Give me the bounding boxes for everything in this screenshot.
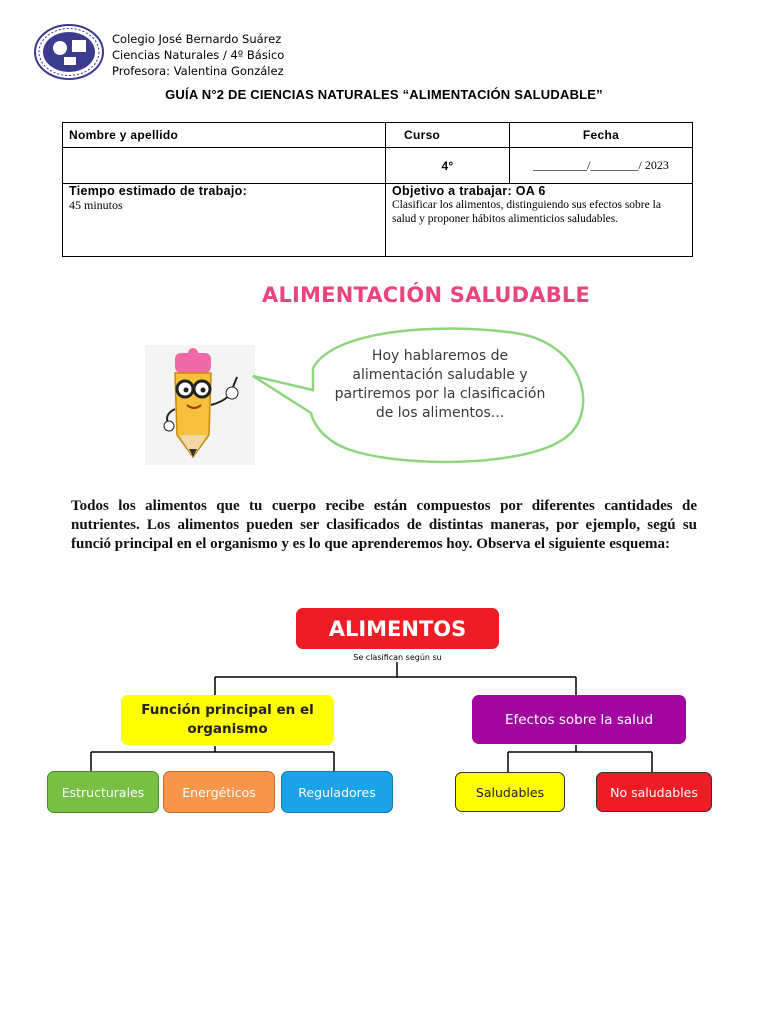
name-field[interactable]	[63, 148, 386, 184]
course-label: Curso	[386, 123, 510, 148]
name-label: Nombre y apellido	[63, 123, 386, 148]
root-node-alimentos: ALIMENTOS	[296, 608, 499, 649]
node-saludables: Saludables	[455, 772, 565, 812]
objective-label: Objetivo a trabajar: OA 6	[392, 184, 546, 198]
node-estructurales: Estructurales	[47, 771, 159, 813]
time-label: Tiempo estimado de trabajo:	[69, 184, 248, 198]
date-label: Fecha	[510, 123, 693, 148]
food-classification-diagram	[40, 600, 720, 820]
node-energeticos: Energéticos	[163, 771, 275, 813]
course-value: 4°	[386, 148, 510, 184]
guide-title: GUÍA N°2 DE CIENCIAS NATURALES “ALIMENTACIÓN SALUDABLE”	[165, 87, 603, 102]
date-field[interactable]: _________/________/ 2023	[510, 148, 693, 184]
teacher-name: Profesora: Valentina González	[112, 64, 284, 78]
objective-text: Clasificar los alimentos, distinguiendo sus efectos sobre la salud y proponer hábitos alimenticios saludables.	[392, 199, 661, 225]
branch-main-function: Función principal en el organismo	[121, 695, 334, 745]
school-name: Colegio José Bernardo Suárez	[112, 32, 282, 46]
branch-health-effects: Efectos sobre la salud	[472, 695, 686, 744]
school-logo	[34, 24, 104, 80]
subject-grade: Ciencias Naturales / 4º Básico	[112, 48, 285, 62]
pencil-character-image	[145, 345, 255, 465]
connector-label: Se clasifican según su	[353, 653, 442, 662]
node-reguladores: Reguladores	[281, 771, 393, 813]
time-cell	[63, 184, 386, 257]
objective-cell	[386, 184, 693, 257]
section-heading: ALIMENTACIÓN SALUDABLE	[262, 283, 591, 307]
node-no-saludables: No saludables	[596, 772, 712, 812]
student-info-table	[62, 122, 693, 257]
intro-paragraph: Todos los alimentos que tu cuerpo recibe están compuestos por diferentes cantidades de nutrientes. Los alimentos pueden ser clasificados de distintas maneras, por ejemplo, segú su funció principal en el organismo y es lo que aprenderemos hoy. Observa el siguiente esquema:	[71, 498, 697, 552]
bubble-text: Hoy hablaremos de alimentación saludable y partiremos por la clasificación de los alimentos...	[334, 348, 546, 421]
time-value: 45 minutos	[69, 198, 123, 212]
